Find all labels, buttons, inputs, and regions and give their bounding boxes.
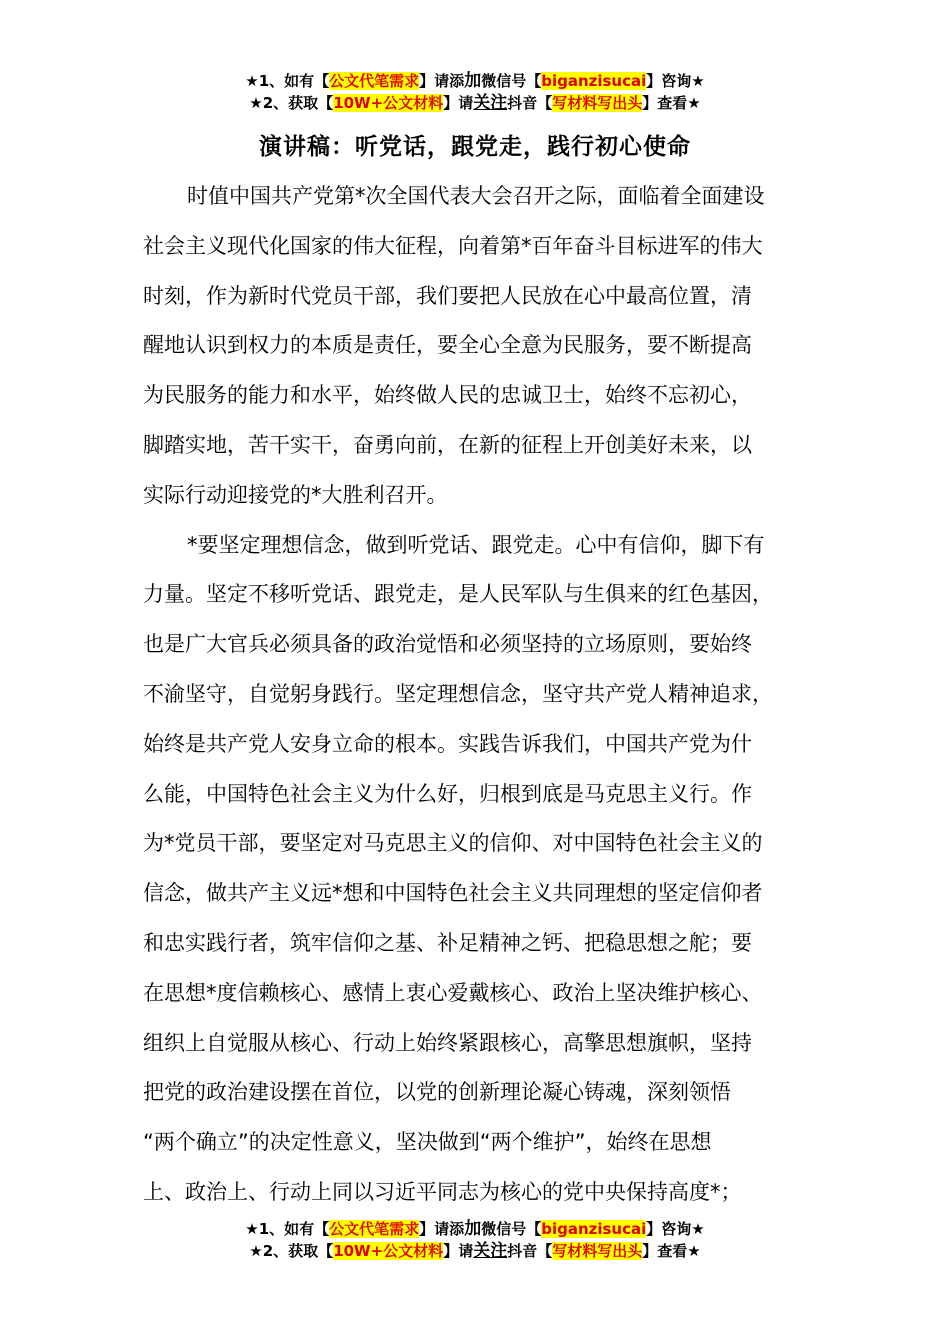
banner-text: 】咨询★ [646,1220,705,1238]
text-line: 力量。坚定不移听党话、跟党走，是人民军队与生俱来的红色基因， [143,582,773,607]
paragraph [143,521,831,1218]
banner-text: 抖音【 [507,1242,553,1260]
banner-line-2 [0,1240,950,1262]
text-line: 么能，中国特色社会主义为什么好，归根到底是马克思主义行。作 [143,781,752,806]
text-line: 为*党员干部，要坚定对马克思主义的信仰、对中国特色社会主义的 [143,831,763,856]
banner-emphasis: 加 [464,1219,482,1239]
text-line: 时值中国共产党第*次全国代表大会召开之际，面临着全面建设 [187,184,765,208]
text-line: 把党的政治建设摆在首位，以党的创新理论凝心铸魂，深刻领悟 [143,1080,731,1105]
banner-text: 】请 [443,94,474,112]
banner-highlight: 公文代笔需求 [329,72,420,90]
banner-emphasis: 关注 [473,1241,508,1261]
text-line: 脚踏实地，苦干实干，奋勇向前，在新的征程上开创美好未来，以 [143,432,752,457]
text-line: 时刻，作为新时代党员干部，我们要把人民放在心中最高位置，清 [143,283,752,308]
text-line: 不渝坚守，自觉躬身践行。坚定理想信念，坚守共产党人精神追求， [143,681,773,706]
banner-line-1 [0,1218,950,1240]
banner-text: 】请 [443,1242,474,1260]
banner-line-2 [0,92,950,114]
text-line: 为民服务的能力和水平，始终做人民的忠诚卫士，始终不忘初心， [143,383,752,408]
banner-text: ★1、如有【 [245,1220,330,1238]
banner-highlight: biganzisucai [541,72,647,90]
banner-text: 】请添 [419,1220,465,1238]
text-line: “两个确立”的决定性意义，坚决做到“两个维护”，始终在思想 [143,1130,712,1155]
document-body [143,172,831,1218]
paragraph [143,172,831,521]
text-line: 始终是共产党人安身立命的根本。实践告诉我们，中国共产党为什 [143,731,752,756]
text-line: 实际行动迎接党的*大胜利召开。 [143,482,448,507]
text-line: 社会主义现代化国家的伟大征程，向着第*百年奋斗目标进军的伟大 [143,233,763,258]
banner-text: 】咨询★ [646,72,705,90]
banner-text: ★2、获取【 [249,94,334,112]
text-line: 在思想*度信赖核心、感情上衷心爱戴核心、政治上坚决维护核心、 [143,980,763,1005]
text-line: *要坚定理想信念，做到听党话、跟党走。心中有信仰，脚下有 [187,532,765,557]
banner-highlight: 写材料写出头 [552,1242,643,1260]
banner-highlight: 10W+公文材料 [333,1242,444,1260]
banner-text: 】查看★ [642,94,701,112]
text-line: 和忠实践行者，筑牢信仰之基、补足精神之钙、把稳思想之舵；要 [143,930,752,955]
text-line: 组织上自觉服从核心、行动上始终紧跟核心，高擎思想旗帜，坚持 [143,1030,752,1055]
banner-highlight: biganzisucai [541,1220,647,1238]
banner-text: 微信号【 [481,1220,542,1238]
document-title: 演讲稿：听党话，跟党走，践行初心使命 [259,134,691,160]
text-line: 信念，做共产主义远*想和中国特色社会主义共同理想的坚定信仰者 [143,881,763,906]
banner-emphasis: 关注 [473,93,508,113]
text-line: 醒地认识到权力的本质是责任，要全心全意为民服务，要不断提高 [143,333,752,358]
banner-highlight: 公文代笔需求 [329,1220,420,1238]
banner-emphasis: 加 [464,71,482,91]
footer-banner [0,1218,950,1262]
banner-text: ★1、如有【 [245,72,330,90]
banner-text: ★2、获取【 [249,1242,334,1260]
banner-text: 抖音【 [507,94,553,112]
header-banner [0,70,950,114]
banner-highlight: 写材料写出头 [552,94,643,112]
banner-line-1 [0,70,950,92]
banner-text: 微信号【 [481,72,542,90]
banner-text: 】查看★ [642,1242,701,1260]
text-line: 也是广大官兵必须具备的政治觉悟和必须坚持的立场原则，要始终 [143,632,752,657]
text-line: 上、政治上、行动上同以习近平同志为核心的党中央保持高度*； [143,1179,742,1204]
banner-text: 】请添 [419,72,465,90]
banner-highlight: 10W+公文材料 [333,94,444,112]
